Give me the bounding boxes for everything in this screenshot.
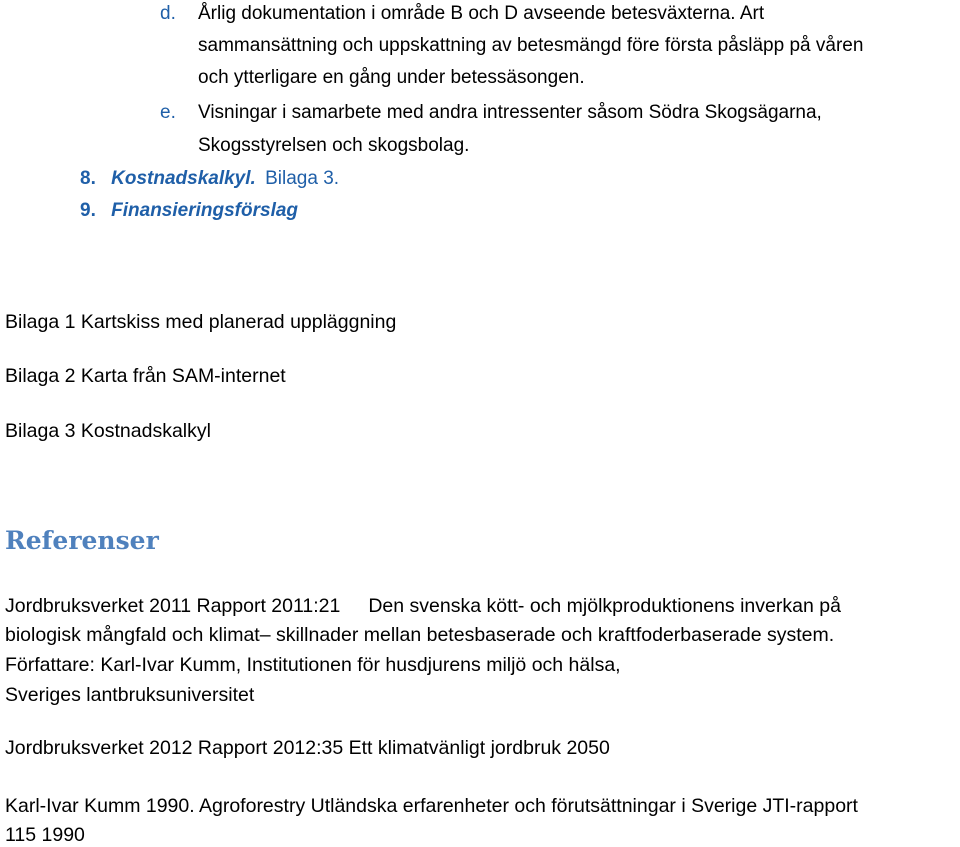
section-8-suffix: Bilaga 3. xyxy=(265,168,340,189)
reference-1-line-2: biologisk mångfald och klimat– skillnader mellan betesbaserade och kraftfoderbaserade system. xyxy=(5,624,835,646)
reference-1-source: Jordbruksverket 2011 Rapport 2011:21 xyxy=(5,595,341,617)
reference-1-title-start: Den svenska kött- och mjölkproduktionens inverkan på xyxy=(368,595,841,617)
section-9-heading xyxy=(80,200,298,222)
reference-3-line-2: 115 1990 xyxy=(5,824,85,846)
list-item-e-line-1: Visningar i samarbete med andra intressenter såsom Södra Skogsägarna, xyxy=(198,102,822,123)
references-heading: Referenser xyxy=(5,526,159,555)
attachment-2: Bilaga 2 Karta från SAM-internet xyxy=(5,365,286,387)
list-item-d-line-3: och ytterligare en gång under betessäsongen. xyxy=(198,67,585,88)
reference-3-line-1: Karl-Ivar Kumm 1990. Agroforestry Utländska erfarenheter och förutsättningar i Sverige JTI-rapport xyxy=(5,795,858,817)
reference-2: Jordbruksverket 2012 Rapport 2012:35 Ett klimatvänligt jordbruk 2050 xyxy=(5,737,610,759)
list-item-d-line-1: Årlig dokumentation i område B och D avseende betesväxterna. Art xyxy=(198,3,765,24)
list-marker-e: e. xyxy=(160,102,176,123)
reference-1-line-1 xyxy=(5,595,841,618)
list-item-d-line-2: sammansättning och uppskattning av betesmängd före första påsläpp på våren xyxy=(198,35,864,56)
section-9-number: 9. xyxy=(80,200,96,221)
section-8-heading xyxy=(80,168,339,190)
section-8-number: 8. xyxy=(80,168,96,189)
reference-1-line-4: Sveriges lantbruksuniversitet xyxy=(5,684,255,706)
section-9-title: Finansieringsförslag xyxy=(111,200,299,221)
attachment-1: Bilaga 1 Kartskiss med planerad uppläggning xyxy=(5,311,397,333)
reference-1-line-3: Författare: Karl-Ivar Kumm, Institutionen för husdjurens miljö och hälsa, xyxy=(5,654,621,676)
attachment-3: Bilaga 3 Kostnadskalkyl xyxy=(5,420,211,442)
list-marker-d: d. xyxy=(160,3,176,24)
list-item-e-line-2: Skogsstyrelsen och skogsbolag. xyxy=(198,135,470,156)
section-8-title: Kostnadskalkyl. xyxy=(111,168,256,189)
